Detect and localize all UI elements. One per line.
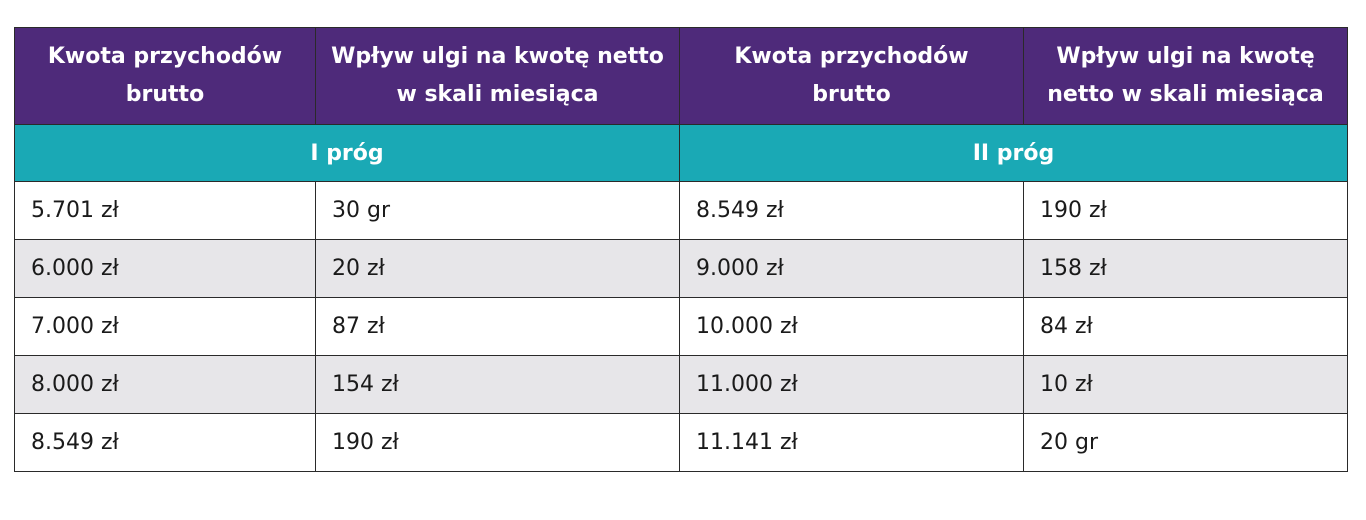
relief-table [14,27,1348,472]
threshold-first: I próg [15,125,680,182]
cell-gross-1: 5.701 zł [15,182,316,240]
cell-gross-1: 8.000 zł [15,356,316,414]
cell-impact-2: 20 gr [1024,414,1348,472]
cell-gross-2: 11.000 zł [680,356,1024,414]
cell-impact-1: 154 zł [316,356,680,414]
cell-impact-1: 87 zł [316,298,680,356]
header-row [15,28,1348,125]
cell-impact-2: 10 zł [1024,356,1348,414]
header-gross-income-2: Kwota przychodów brutto [680,28,1024,125]
cell-gross-2: 9.000 zł [680,240,1024,298]
cell-gross-2: 10.000 zł [680,298,1024,356]
cell-impact-1: 30 gr [316,182,680,240]
threshold-second: II próg [680,125,1348,182]
cell-gross-1: 8.549 zł [15,414,316,472]
table-row [15,356,1348,414]
header-net-impact-1: Wpływ ulgi na kwotę netto w skali miesiąca [316,28,680,125]
cell-gross-1: 6.000 zł [15,240,316,298]
cell-gross-2: 8.549 zł [680,182,1024,240]
cell-impact-2: 84 zł [1024,298,1348,356]
cell-impact-2: 158 zł [1024,240,1348,298]
cell-gross-2: 11.141 zł [680,414,1024,472]
cell-impact-1: 190 zł [316,414,680,472]
header-gross-income-1: Kwota przychodów brutto [15,28,316,125]
table-row [15,240,1348,298]
cell-impact-1: 20 zł [316,240,680,298]
relief-table-container [14,27,1347,472]
header-net-impact-2: Wpływ ulgi na kwotę netto w skali miesiąca [1024,28,1348,125]
threshold-row [15,125,1348,182]
cell-impact-2: 190 zł [1024,182,1348,240]
table-row [15,298,1348,356]
cell-gross-1: 7.000 zł [15,298,316,356]
table-row [15,182,1348,240]
table-row [15,414,1348,472]
